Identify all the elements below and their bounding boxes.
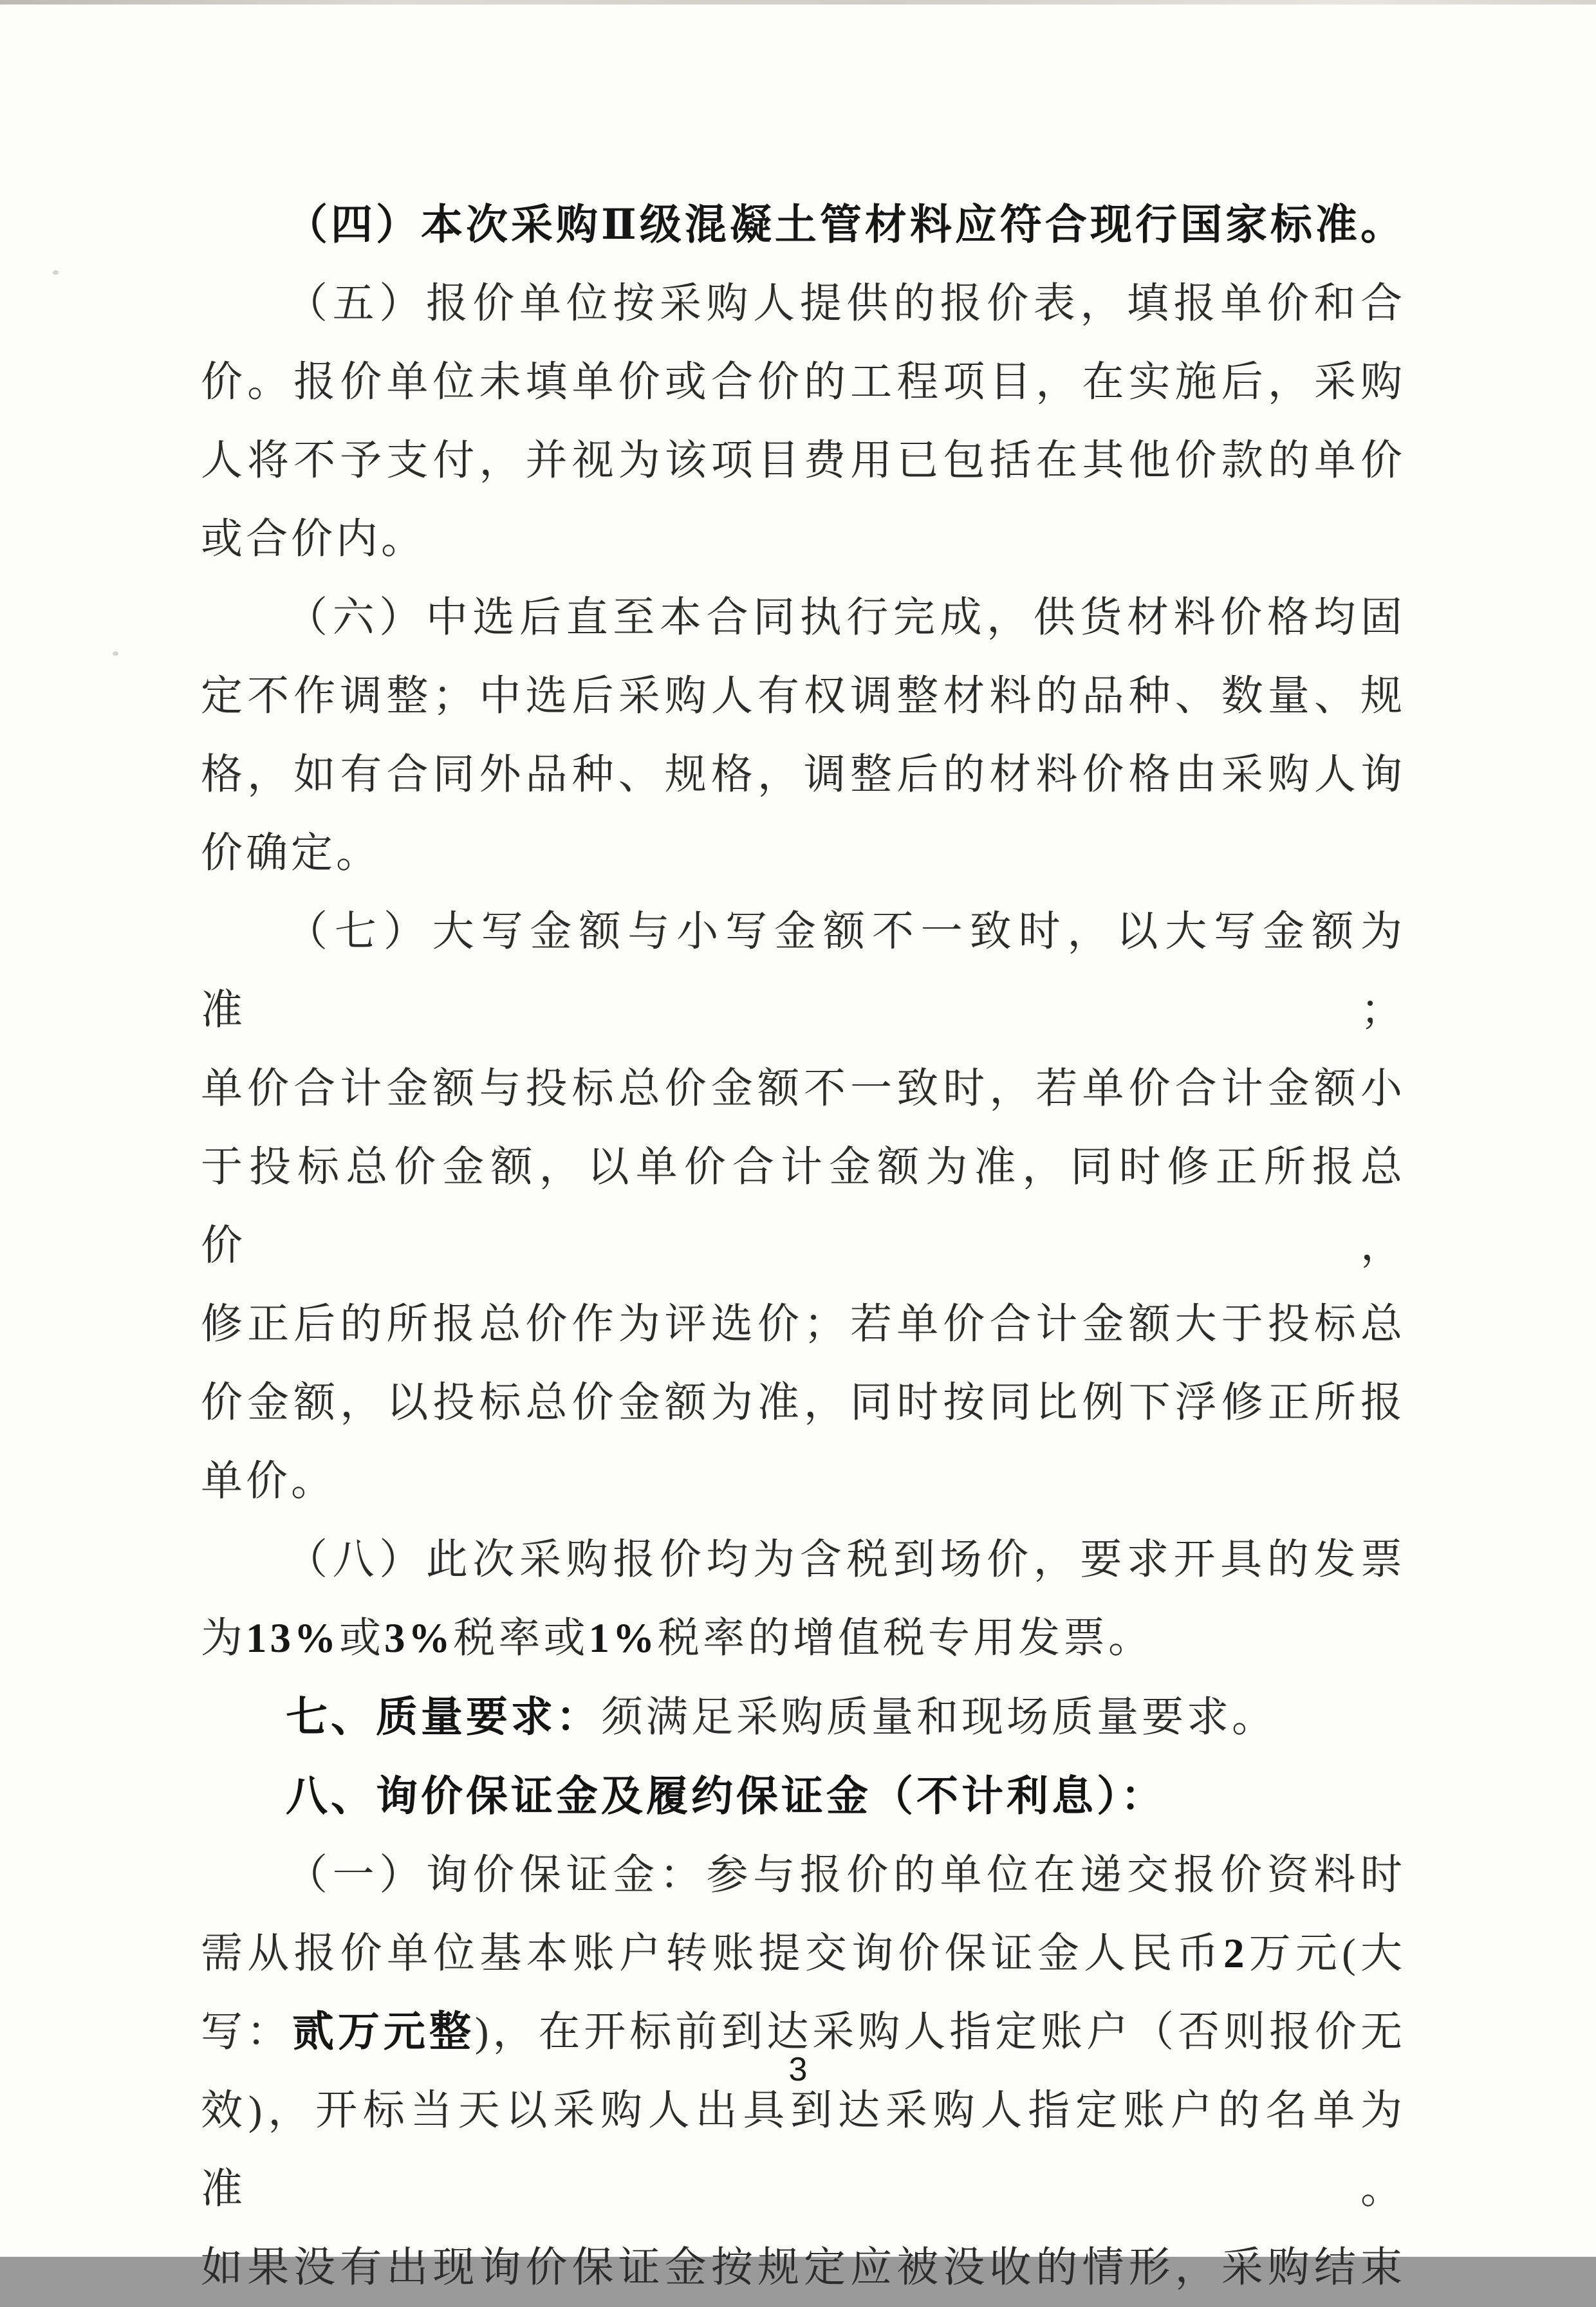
text-segment: 价金额，以投标总价金额为准，同时按同比例下浮修正所报 xyxy=(201,1380,1406,1426)
text-line xyxy=(201,1678,1406,1757)
bold-text-segment: 13% xyxy=(246,1615,340,1662)
text-line xyxy=(201,893,1406,1050)
scan-speck xyxy=(53,270,59,275)
text-segment: 税率的增值税专用发票。 xyxy=(658,1615,1154,1662)
text-line xyxy=(201,736,1406,814)
text-segment: 单价。 xyxy=(201,1458,337,1505)
bold-text-segment: 2 xyxy=(1223,1931,1248,1977)
text-line xyxy=(201,2071,1406,2228)
page-number: 3 xyxy=(788,2051,808,2088)
text-segment: （八）此次采购报价均为含税到场价，要求开具的发票 xyxy=(286,1537,1406,1583)
scan-speck xyxy=(113,651,118,656)
text-line xyxy=(201,500,1406,579)
text-segment: 须满足采购质量和现场质量要求。 xyxy=(601,1694,1277,1741)
text-segment: 写： xyxy=(201,2009,292,2055)
text-line xyxy=(201,1836,1406,1914)
text-segment: 定不作调整；中选后采购人有权调整材料的品种、数量、规 xyxy=(201,673,1406,719)
text-line xyxy=(201,1364,1406,1442)
text-line xyxy=(201,579,1406,657)
heading-text-segment: 八、询价保证金及履约保证金（不计利息）： xyxy=(286,1772,1166,1819)
text-segment: 价。报价单位未填单价或合价的工程项目，在实施后，采购 xyxy=(201,359,1406,405)
text-segment: )，在开标前到达采购人指定账户（否则报价无 xyxy=(474,2009,1406,2055)
text-line xyxy=(201,1128,1406,1285)
text-segment: 人将不予支付，并视为该项目费用已包括在其他价款的单价 xyxy=(201,438,1406,484)
text-segment: 格，如有合同外品种、规格，调整后的材料价格由采购人询 xyxy=(201,752,1406,798)
text-segment: 或合价内。 xyxy=(201,516,427,562)
text-segment: 于投标总价金额，以单价合计金额为准，同时修正所报总价， xyxy=(201,1144,1406,1269)
text-segment: 需从报价单位基本账户转账提交询价保证金人民币 xyxy=(201,1931,1223,1977)
text-segment: 或 xyxy=(339,1615,385,1662)
text-segment: （七）大写金额与小写金额不一致时，以大写金额为准； xyxy=(201,909,1406,1033)
text-line xyxy=(201,264,1406,343)
bold-text-segment: 1% xyxy=(588,1615,658,1662)
document-body xyxy=(201,186,1406,2307)
text-line xyxy=(201,1757,1406,1836)
text-segment: 税率或 xyxy=(453,1615,589,1662)
text-line xyxy=(201,186,1406,264)
text-line xyxy=(201,422,1406,500)
text-line xyxy=(201,1521,1406,1599)
text-line xyxy=(201,2228,1406,2307)
text-segment: 价确定。 xyxy=(201,830,382,876)
text-segment: 如果没有出现询价保证金按规定应被没收的情形，采购结束 xyxy=(201,2245,1406,2291)
text-line xyxy=(201,343,1406,422)
bold-text-segment: （四）本次采购Ⅱ级混凝土管材料应符合现行国家标准。 xyxy=(286,202,1406,248)
text-line xyxy=(201,1050,1406,1128)
text-segment: 万元(大 xyxy=(1247,1931,1406,1977)
text-line xyxy=(201,1599,1406,1678)
text-segment: （六）中选后直至本合同执行完成，供货材料价格均固 xyxy=(286,595,1406,641)
text-segment: 效)，开标当天以采购人出具到达采购人指定账户的名单为准。 xyxy=(201,2088,1406,2212)
heading-text-segment: 七、质量要求： xyxy=(286,1693,602,1740)
text-segment: （一）询价保证金：参与报价的单位在递交报价资料时 xyxy=(286,1852,1406,1898)
text-line xyxy=(201,1442,1406,1521)
text-line xyxy=(201,657,1406,736)
scan-edge-artifact xyxy=(0,0,1596,5)
text-segment: 单价合计金额与投标总价金额不一致时，若单价合计金额小 xyxy=(201,1066,1406,1112)
text-line xyxy=(201,814,1406,893)
text-segment: 为 xyxy=(201,1615,246,1662)
text-segment: 修正后的所报总价作为评选价；若单价合计金额大于投标总 xyxy=(201,1301,1406,1348)
text-line xyxy=(201,1285,1406,1364)
bold-text-segment: 贰万元整 xyxy=(292,2009,475,2055)
bold-text-segment: 3% xyxy=(384,1615,454,1662)
text-line xyxy=(201,1914,1406,1993)
text-segment: （五）报价单位按采购人提供的报价表，填报单价和合 xyxy=(286,281,1406,327)
